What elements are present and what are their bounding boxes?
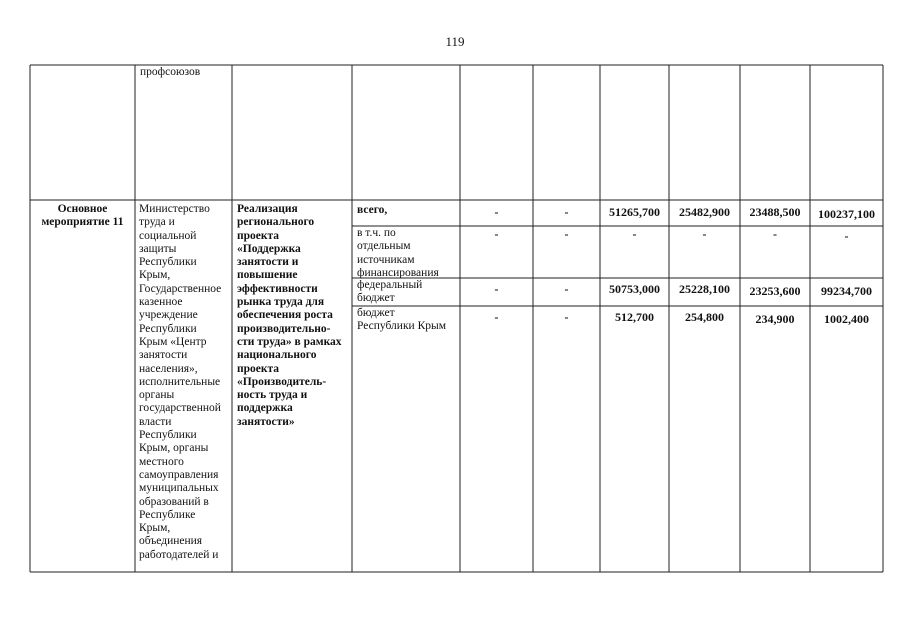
value-cell: -	[494, 206, 499, 219]
value-cell: -	[702, 228, 707, 241]
value-cell: 25482,900	[679, 206, 730, 219]
value-cell: -	[564, 283, 569, 296]
value-cell: -	[494, 311, 499, 324]
value-cell: 99234,700	[821, 285, 872, 298]
value-cell: 50753,000	[609, 283, 660, 296]
value-cell: -	[564, 228, 569, 241]
funding-source-regional: бюджет Республики Крым	[357, 307, 446, 333]
funding-source-federal: федеральный бюджет	[357, 279, 423, 305]
value-cell: -	[564, 206, 569, 219]
value-cell: 512,700	[615, 311, 654, 324]
value-cell: 51265,700	[609, 206, 660, 219]
value-cell: -	[564, 311, 569, 324]
value-cell: -	[773, 228, 777, 241]
funding-source-total: всего,	[357, 204, 388, 216]
executors-list: Министерство труда и социальной защиты Республики Крым, Государственное казенное учреждение Республики Крым «Центр занятости населения», исполнительные органы государственной власти Республики Крым, органы местного самоуправления муниципальных образований в Республике Крым, объединения работодателей и	[139, 203, 222, 561]
value-cell: -	[494, 283, 499, 296]
executor-continuation: профсоюзов	[140, 66, 201, 78]
value-cell: 23253,600	[749, 285, 801, 298]
value-cell: -	[844, 230, 849, 243]
value-cell: 254,800	[685, 311, 724, 324]
value-cell: 1002,400	[824, 313, 869, 326]
project-description: Реализация регионального проекта «Поддержка занятости и повышение эффективности рынка труда для обеспечения роста производительно- сти труда» в рамках национального проекта «Производитель- ность труда и поддержка занятости»	[237, 203, 342, 428]
value-cell: 100237,100	[818, 208, 875, 221]
page-number: 119	[445, 34, 465, 49]
value-cell: 25228,100	[679, 283, 730, 296]
value-cell: 23488,500	[749, 206, 801, 219]
event-name: Основное мероприятие 11	[41, 203, 124, 229]
value-cell: 234,900	[755, 313, 795, 326]
value-cell: -	[632, 228, 637, 241]
funding-source-breakdown: в т.ч. по отдельным источникам финансирования	[357, 227, 439, 279]
value-cell: -	[494, 228, 499, 241]
